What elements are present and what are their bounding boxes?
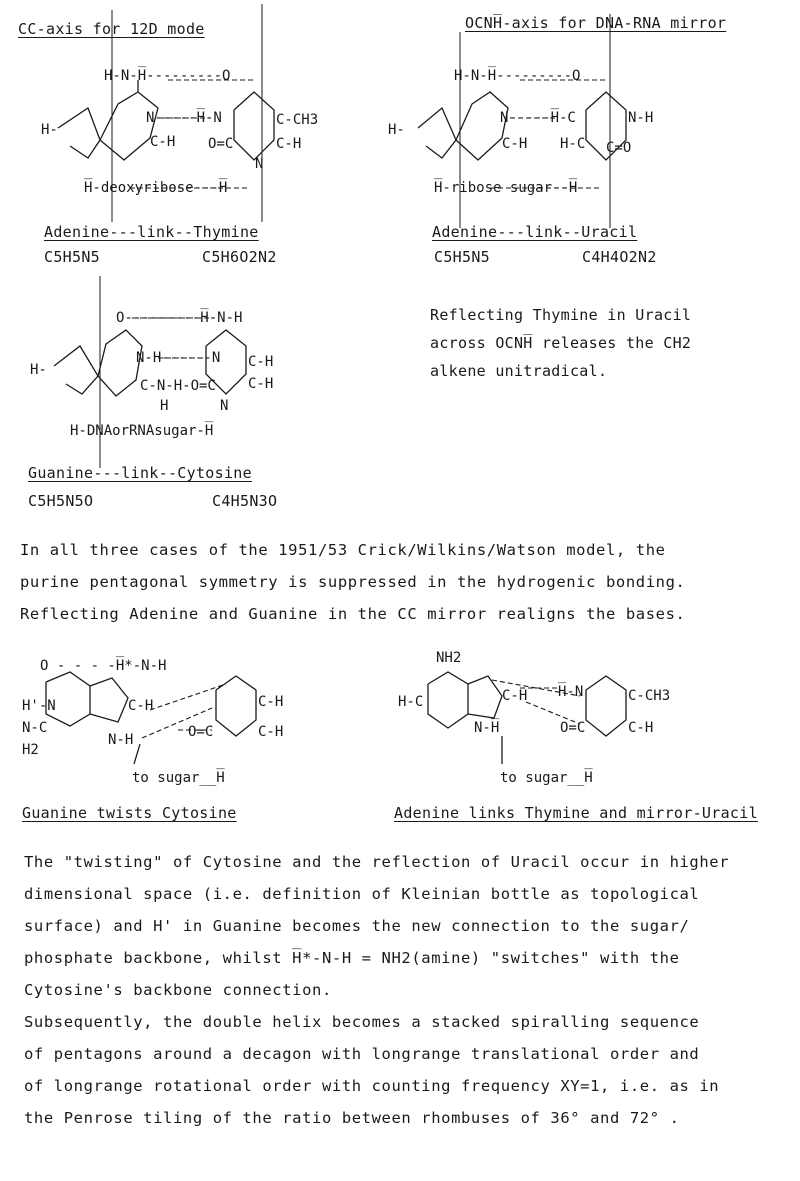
gc-formula-right: C4H5N3O <box>212 492 278 510</box>
links-o-eq-c: O=C <box>560 720 586 736</box>
adenine-pentagon <box>468 676 502 718</box>
paragraph-1-line: purine pentagonal symmetry is suppressed in the hydrogenic bonding. <box>20 573 686 591</box>
links-ch: C-H <box>502 688 528 704</box>
adenine-hexagon <box>428 672 468 728</box>
paragraph-2-line: The "twisting" of Cytosine and the reflection of Uracil occur in higher <box>24 853 730 871</box>
paragraph-2-line: of pentagons around a decagon with longrange translational order and <box>24 1045 700 1063</box>
au-c-eq-o: C=O <box>606 140 632 156</box>
at-formula-left: C5H5N5 <box>44 248 100 266</box>
links-nh2: NH2 <box>436 650 462 666</box>
gc-n: N <box>220 398 229 414</box>
paragraph-1 <box>20 534 685 630</box>
at-n-h-bridge: N-----H̅-N <box>146 110 222 126</box>
at-c-h: C-H <box>276 136 302 152</box>
at-n: N <box>255 156 264 172</box>
gc-c-h-2: C-H <box>248 376 274 392</box>
twist-top: O - - - -H̅*-N-H <box>40 658 167 674</box>
links-c-h: C-H <box>628 720 654 736</box>
guanine-cytosine-diagram <box>0 270 400 470</box>
links-c-ch3: C-CH3 <box>628 688 671 704</box>
links-caption: Adenine links Thymine and mirror-Uracil <box>394 804 758 822</box>
guanine-pentagon <box>54 346 98 394</box>
au-formula-right: C4H4O2N2 <box>582 248 657 266</box>
reflection-note-line3: alkene unitradical. <box>430 362 608 380</box>
au-nh: N-H <box>628 110 654 126</box>
adenine-pentagon <box>58 108 100 158</box>
twist-n-c: N-C <box>22 720 48 736</box>
reflection-note-line1: Reflecting Thymine in Uracil <box>430 306 692 324</box>
paragraph-2-line: dimensional space (i.e. definition of Kleinian bottle as topological <box>24 885 700 903</box>
twist-caption: Guanine twists Cytosine <box>22 804 237 822</box>
links-n-h: N-H̅ <box>474 720 500 736</box>
au-caption: Adenine---link--Uracil <box>432 223 638 241</box>
at-o-eq-c: O=C <box>208 136 234 152</box>
at-top-link: H-N-H̅---------O <box>104 68 231 84</box>
twist-c-h-1: C-H <box>258 694 284 710</box>
at-left-h: H- <box>41 122 58 138</box>
paragraph-2-line: phosphate backbone, whilst H̅*-N-H = NH2(amine) "switches" with the <box>24 949 680 967</box>
guanine-pentagon <box>90 678 128 722</box>
paragraph-2-line: Subsequently, the double helix becomes a stacked spiralling sequence <box>24 1013 700 1031</box>
links-to-sugar: to sugar__H̅ <box>500 770 593 786</box>
twist-to-sugar: to sugar__H̅ <box>132 770 225 786</box>
twist-ch: C-H <box>128 698 154 714</box>
paragraph-2-line: surface) and H' in Guanine becomes the new connection to the sugar/ <box>24 917 690 935</box>
thymine-hexagon <box>586 676 626 736</box>
paragraph-2-line: the Penrose tiling of the ratio between rhombuses of 36° and 72° . <box>24 1109 680 1127</box>
gc-caption: Guanine---link--Cytosine <box>28 464 252 482</box>
au-n-h-bridge: N-----H̅-C <box>500 110 576 126</box>
guanine-twists-cytosine-diagram <box>0 640 400 800</box>
paragraph-1-line: Reflecting Adenine and Guanine in the CC mirror realigns the bases. <box>20 605 686 623</box>
adenine-links-thymine-diagram <box>380 640 800 800</box>
paragraph-2-line: of longrange rotational order with counting frequency XY=1, i.e. as in <box>24 1077 720 1095</box>
at-c-ch3: C-CH3 <box>276 112 319 128</box>
links-h-n: H̅-N <box>558 684 584 700</box>
twist-o-eq-c: O=C <box>188 724 214 740</box>
adenine-hexagon <box>456 92 508 160</box>
thymine-hexagon <box>234 92 274 160</box>
gc-sugar: H-DNAorRNAsugar-H̅ <box>70 423 214 439</box>
gc-n-h-bridge: N-H------N <box>136 350 221 366</box>
paragraph-2 <box>24 846 729 1134</box>
gc-c-h-1: C-H <box>248 354 274 370</box>
adenine-pentagon <box>418 108 456 158</box>
reflection-note-line2: across OCNH̅ releases the CH2 <box>430 334 692 352</box>
paragraph-2-line: Cytosine's backbone connection. <box>24 981 332 999</box>
twist-c-h-2: C-H <box>258 724 284 740</box>
au-formula-left: C5H5N5 <box>434 248 490 266</box>
ocnh-axis-label: OCNH̅-axis for DNA-RNA mirror <box>465 14 727 32</box>
au-ch: C-H <box>502 136 528 152</box>
paragraph-1-line: In all three cases of the 1951/53 Crick/Wilkins/Watson model, the <box>20 541 666 559</box>
at-formula-right: C5H6O2N2 <box>202 248 277 266</box>
cc-axis-label: CC-axis for 12D mode <box>18 20 205 38</box>
gc-formula-left: C5H5N5O <box>28 492 94 510</box>
au-top-link: H-N-H̅---------O <box>454 68 581 84</box>
gc-n-h-o: C-N-H-O=C <box>140 378 216 394</box>
twist-nh: N-H <box>108 732 134 748</box>
twist-h-prime: H'-N <box>22 698 56 714</box>
gc-left-h: H- <box>30 362 47 378</box>
at-ch: C-H <box>150 134 176 150</box>
twist-h2: H2 <box>22 742 39 758</box>
gc-top-link: O---------H̅-N-H <box>116 310 243 326</box>
at-sugar: H̅-deoxyribose---H̅ <box>84 180 228 196</box>
links-left-h: H-C <box>398 694 424 710</box>
au-sugar: H̅-ribose sugar--H̅ <box>434 180 578 196</box>
at-caption: Adenine---link--Thymine <box>44 223 259 241</box>
au-hc: H-C <box>560 136 586 152</box>
gc-h-below: H <box>160 398 169 414</box>
au-left-h: H- <box>388 122 405 138</box>
